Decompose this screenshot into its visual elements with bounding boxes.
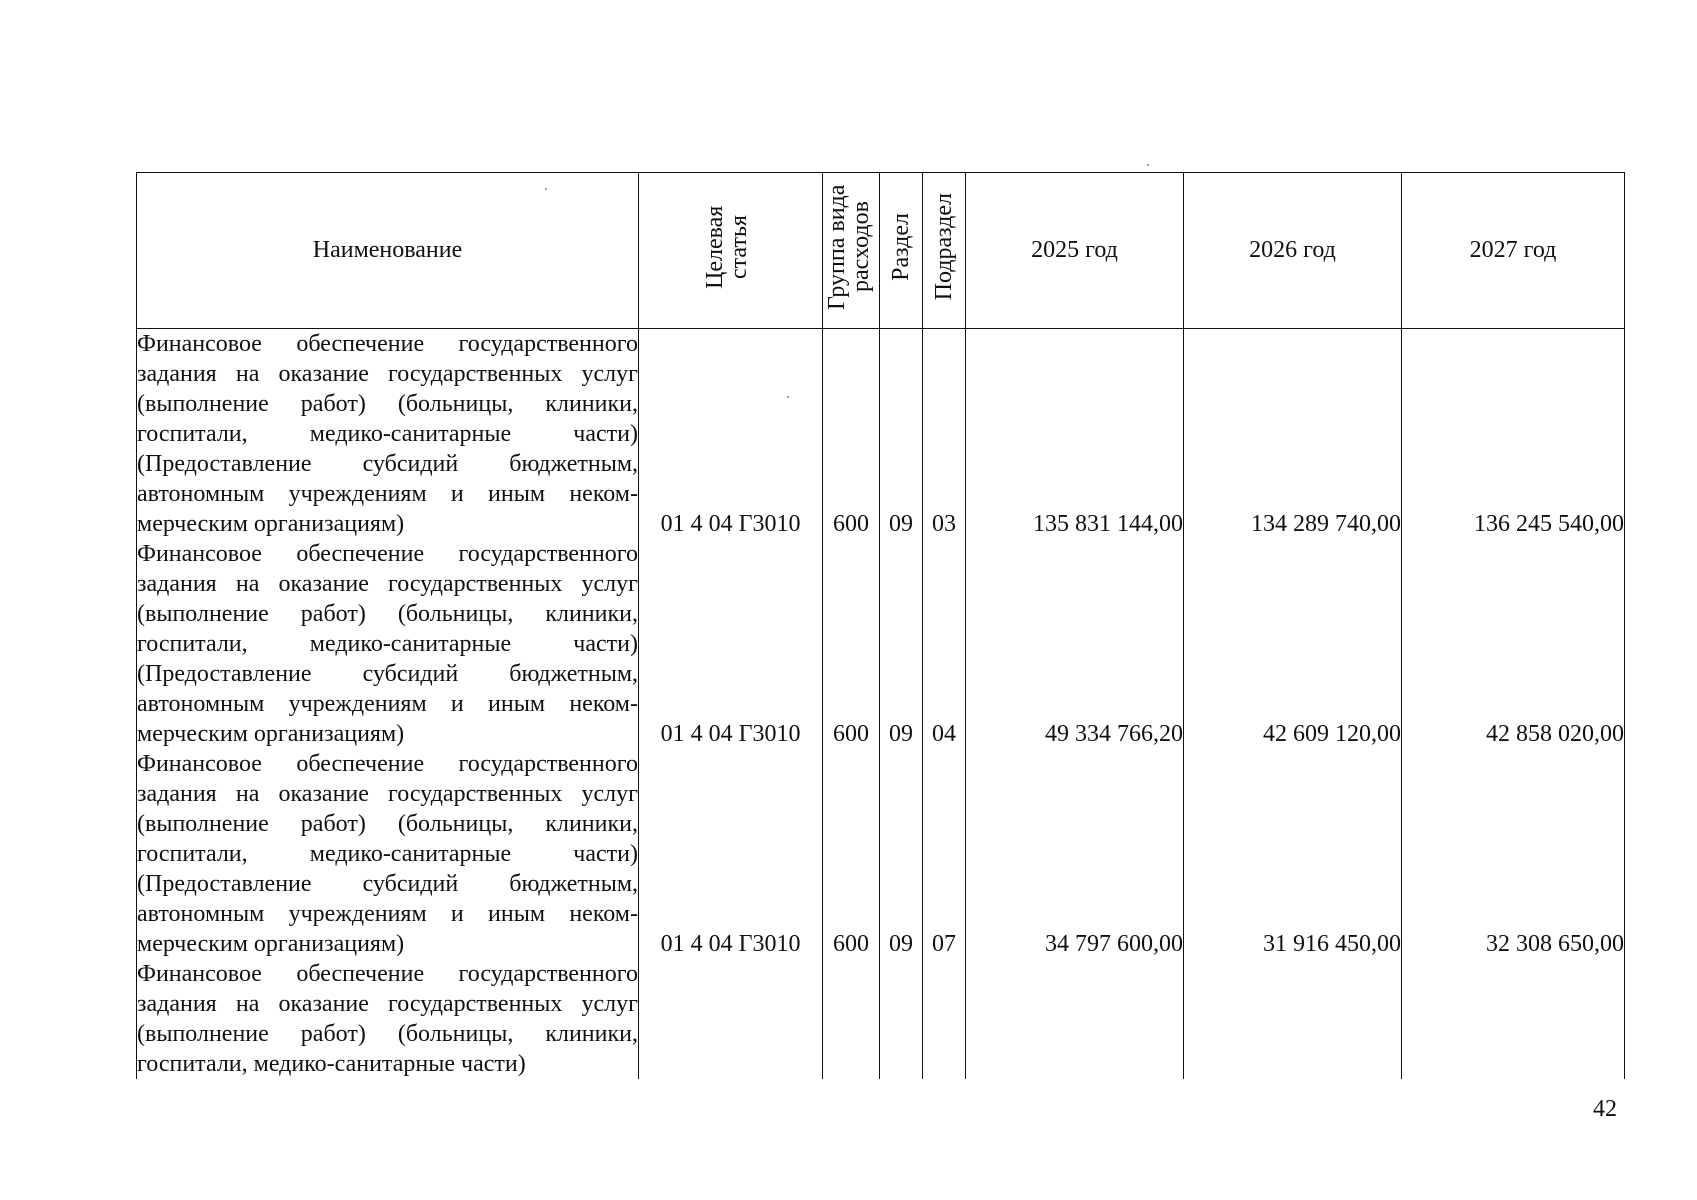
row-2027: 32 308 650,00 — [1402, 749, 1625, 959]
row-2027 — [1402, 959, 1625, 1079]
row-subsection: 07 — [923, 749, 966, 959]
row-2026: 134 289 740,00 — [1184, 329, 1402, 540]
row-name: Финансовое обеспечение государственного задания на оказание государственных услуг (выполнение работ) (больницы, клиники, госпитали, медико-санитарные части) (Предоставление субсидий бюджетным, автономным учреждениям и иным некоммерческим организациям) — [137, 541, 638, 747]
row-name: Финансовое обеспечение государственного задания на оказание государственных услуг (выполнение работ) (больницы, клиники, госпитали, медико-санитарные части) (Предоставление субсидий бюджетным, автономным учреждениям и иным некоммерческим организациям) — [137, 329, 639, 540]
row-name: Финансовое обеспечение государственного задания на оказание государственных услуг (выполнение работ) (больницы, клиники, госпитали, медико-санитарные части) (Предоставление субсидий бюджетным, автономным учреждениям и иным некоммерческим организациям) — [137, 751, 638, 957]
row-expense-group: 600 — [823, 329, 880, 540]
row-2026 — [1184, 959, 1402, 1079]
row-target-article: 01 4 04 Г3010 — [639, 329, 823, 540]
row-expense-group — [823, 959, 880, 1079]
table-row — [137, 329, 1625, 540]
row-subsection: 03 — [923, 329, 966, 540]
row-2027: 136 245 540,00 — [1402, 329, 1625, 540]
row-2025: 49 334 766,20 — [966, 539, 1184, 749]
header-2026: 2026 год — [1184, 173, 1402, 329]
row-target-article: 01 4 04 Г3010 — [639, 539, 823, 749]
row-2025: 135 831 144,00 — [966, 329, 1184, 540]
row-subsection — [923, 959, 966, 1079]
row-2025 — [966, 959, 1184, 1079]
header-name: Наименование — [137, 173, 639, 329]
row-subsection: 04 — [923, 539, 966, 749]
header-target-article: Целевая статья — [639, 173, 823, 329]
budget-table — [136, 172, 1625, 1079]
header-expense-group: Группа вида расходов — [823, 173, 880, 329]
row-2027: 42 858 020,00 — [1402, 539, 1625, 749]
row-target-article — [639, 959, 823, 1079]
table-row — [137, 959, 1625, 1079]
row-section: 09 — [880, 329, 923, 540]
row-section — [880, 959, 923, 1079]
row-2026: 42 609 120,00 — [1184, 539, 1402, 749]
scan-speck — [787, 396, 789, 398]
row-section: 09 — [880, 749, 923, 959]
row-expense-group: 600 — [823, 539, 880, 749]
header-row — [137, 173, 1625, 329]
row-section: 09 — [880, 539, 923, 749]
header-2027: 2027 год — [1402, 173, 1625, 329]
row-target-article: 01 4 04 Г3010 — [639, 749, 823, 959]
row-2026: 31 916 450,00 — [1184, 749, 1402, 959]
table-row — [137, 749, 1625, 959]
scan-speck — [545, 188, 547, 190]
scan-speck — [1147, 164, 1149, 166]
page-number: 42 — [1593, 1096, 1617, 1122]
header-2025: 2025 год — [966, 173, 1184, 329]
row-name: Финансовое обеспечение государственного задания на оказание государственных услуг (выполнение работ) (больницы, клиники, госпитали, медико-санитарные части) — [137, 961, 638, 1077]
row-expense-group: 600 — [823, 749, 880, 959]
row-2025: 34 797 600,00 — [966, 749, 1184, 959]
header-subsection: Подраздел — [923, 173, 966, 329]
table-row — [137, 539, 1625, 749]
header-section: Раздел — [880, 173, 923, 329]
